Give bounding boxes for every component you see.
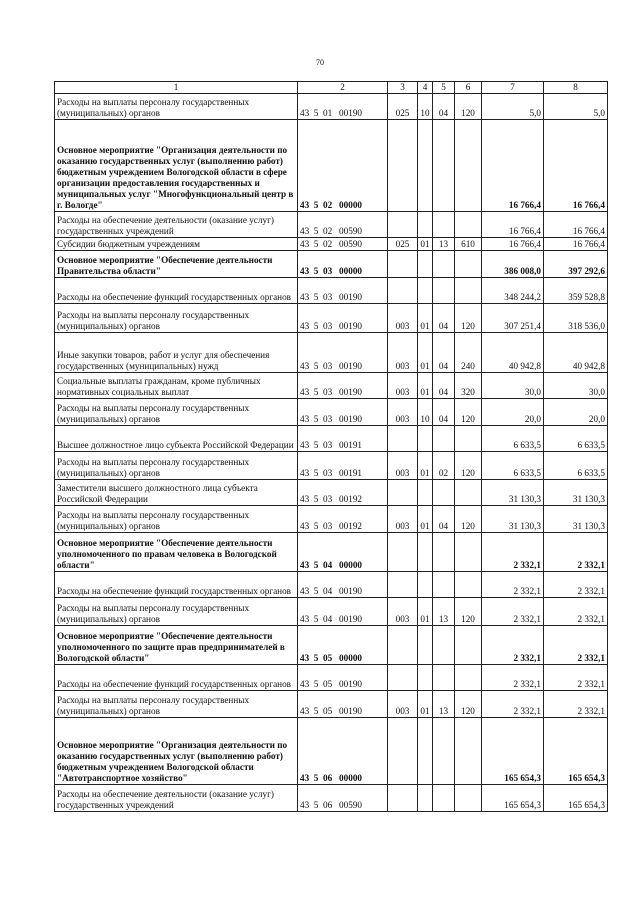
column-header: 4 bbox=[418, 82, 433, 94]
row-section: 01 bbox=[418, 373, 433, 399]
row-code: 43 5 04 00000 bbox=[298, 533, 388, 572]
row-amount-year2: 2 332,1 bbox=[544, 691, 608, 718]
row-code: 43 5 02 00590 bbox=[298, 212, 388, 238]
row-amount-year2: 2 332,1 bbox=[544, 533, 608, 572]
table-row bbox=[55, 251, 608, 278]
row-name: Расходы на выплаты персоналу государственных (муниципальных) органов bbox=[55, 399, 298, 426]
row-amount-year1: 30,0 bbox=[482, 373, 544, 399]
row-amount-year1: 386 008,0 bbox=[482, 251, 544, 278]
row-amount-year1: 31 130,3 bbox=[482, 506, 544, 533]
column-header: 6 bbox=[455, 82, 482, 94]
row-name: Субсидии бюджетным учреждениям bbox=[55, 238, 298, 251]
row-section: 10 bbox=[418, 94, 433, 120]
row-section bbox=[418, 572, 433, 598]
row-name: Расходы на выплаты персоналу государственных (муниципальных) органов bbox=[55, 598, 298, 626]
row-name: Расходы на обеспечение функций государственных органов bbox=[55, 665, 298, 691]
row-expense-type bbox=[455, 212, 482, 238]
row-amount-year1: 6 633,5 bbox=[482, 426, 544, 452]
row-code: 43 5 03 00190 bbox=[298, 399, 388, 426]
row-name: Основное мероприятие "Организация деятельности по оказанию государственных услуг (выполнению работ) бюджетным учреждением Вологодской области "Автотранспортное хозяйство" bbox=[55, 718, 298, 785]
row-ministry: 003 bbox=[388, 506, 418, 533]
row-expense-type bbox=[455, 426, 482, 452]
row-amount-year2: 6 633,5 bbox=[544, 452, 608, 480]
row-amount-year1: 307 251,4 bbox=[482, 304, 544, 333]
budget-table bbox=[54, 81, 608, 812]
row-subsection: 04 bbox=[433, 373, 455, 399]
row-code: 43 5 03 00190 bbox=[298, 278, 388, 304]
table-row bbox=[55, 304, 608, 333]
row-ministry: 003 bbox=[388, 598, 418, 626]
table-row bbox=[55, 718, 608, 785]
row-ministry bbox=[388, 120, 418, 212]
row-amount-year2: 40 942,8 bbox=[544, 333, 608, 373]
row-amount-year2: 31 130,3 bbox=[544, 480, 608, 506]
row-expense-type bbox=[455, 278, 482, 304]
row-amount-year1: 16 766,4 bbox=[482, 212, 544, 238]
row-code: 43 5 05 00190 bbox=[298, 691, 388, 718]
row-subsection bbox=[433, 533, 455, 572]
row-subsection bbox=[433, 718, 455, 785]
row-amount-year2: 30,0 bbox=[544, 373, 608, 399]
table-row bbox=[55, 506, 608, 533]
row-section: 10 bbox=[418, 399, 433, 426]
row-subsection bbox=[433, 278, 455, 304]
column-header: 1 bbox=[55, 82, 298, 94]
row-expense-type bbox=[455, 785, 482, 812]
table-row bbox=[55, 626, 608, 665]
row-amount-year1: 2 332,1 bbox=[482, 598, 544, 626]
row-amount-year1: 2 332,1 bbox=[482, 572, 544, 598]
row-name: Основное мероприятие "Организация деятельности по оказанию государственных услуг (выполнению работ) бюджетным учреждением Вологодской области в сфере организации предоставления государственных и муниципальных услуг "Многофункциональный центр в г. Вологде" bbox=[55, 120, 298, 212]
row-expense-type bbox=[455, 480, 482, 506]
row-section bbox=[418, 533, 433, 572]
row-code: 43 5 06 00000 bbox=[298, 718, 388, 785]
column-header: 7 bbox=[482, 82, 544, 94]
table-row bbox=[55, 691, 608, 718]
row-amount-year2: 6 633,5 bbox=[544, 426, 608, 452]
row-code: 43 5 01 00190 bbox=[298, 94, 388, 120]
row-amount-year2: 16 766,4 bbox=[544, 238, 608, 251]
row-section: 01 bbox=[418, 304, 433, 333]
row-ministry: 003 bbox=[388, 304, 418, 333]
row-section bbox=[418, 626, 433, 665]
row-section: 01 bbox=[418, 598, 433, 626]
row-expense-type: 120 bbox=[455, 304, 482, 333]
row-subsection: 04 bbox=[433, 333, 455, 373]
row-section: 01 bbox=[418, 333, 433, 373]
row-code: 43 5 03 00192 bbox=[298, 506, 388, 533]
row-section bbox=[418, 718, 433, 785]
row-amount-year2: 2 332,1 bbox=[544, 598, 608, 626]
row-name: Основное мероприятие "Обеспечение деятельности уполномоченного по правам человека в Вологодской области" bbox=[55, 533, 298, 572]
row-expense-type: 240 bbox=[455, 333, 482, 373]
row-subsection: 02 bbox=[433, 452, 455, 480]
row-ministry bbox=[388, 480, 418, 506]
row-name: Заместители высшего должностного лица субъекта Российской Федерации bbox=[55, 480, 298, 506]
row-ministry bbox=[388, 785, 418, 812]
row-ministry bbox=[388, 426, 418, 452]
row-ministry: 025 bbox=[388, 94, 418, 120]
row-section bbox=[418, 212, 433, 238]
row-section: 01 bbox=[418, 238, 433, 251]
row-expense-type: 120 bbox=[455, 598, 482, 626]
row-code: 43 5 05 00190 bbox=[298, 665, 388, 691]
row-amount-year2: 16 766,4 bbox=[544, 120, 608, 212]
row-section: 01 bbox=[418, 691, 433, 718]
row-code: 43 5 03 00191 bbox=[298, 452, 388, 480]
row-name: Основное мероприятие "Обеспечение деятельности Правительства области" bbox=[55, 251, 298, 278]
row-amount-year1: 2 332,1 bbox=[482, 691, 544, 718]
row-amount-year1: 31 130,3 bbox=[482, 480, 544, 506]
row-name: Расходы на обеспечение функций государственных органов bbox=[55, 572, 298, 598]
row-ministry: 003 bbox=[388, 373, 418, 399]
row-code: 43 5 05 00000 bbox=[298, 626, 388, 665]
table-row bbox=[55, 238, 608, 251]
row-amount-year2: 165 654,3 bbox=[544, 785, 608, 812]
row-expense-type bbox=[455, 120, 482, 212]
row-subsection: 04 bbox=[433, 506, 455, 533]
row-ministry: 003 bbox=[388, 399, 418, 426]
table-row bbox=[55, 426, 608, 452]
row-subsection: 04 bbox=[433, 304, 455, 333]
row-expense-type: 120 bbox=[455, 452, 482, 480]
row-name: Социальные выплаты гражданам, кроме публичных нормативных социальных выплат bbox=[55, 373, 298, 399]
table-row bbox=[55, 598, 608, 626]
row-amount-year2: 20,0 bbox=[544, 399, 608, 426]
table-row bbox=[55, 572, 608, 598]
row-amount-year1: 2 332,1 bbox=[482, 626, 544, 665]
row-name: Расходы на выплаты персоналу государственных (муниципальных) органов bbox=[55, 452, 298, 480]
row-amount-year1: 348 244,2 bbox=[482, 278, 544, 304]
row-subsection bbox=[433, 251, 455, 278]
row-name: Расходы на выплаты персоналу государственных (муниципальных) органов bbox=[55, 94, 298, 120]
row-amount-year1: 2 332,1 bbox=[482, 533, 544, 572]
row-expense-type bbox=[455, 251, 482, 278]
row-expense-type bbox=[455, 572, 482, 598]
row-subsection: 04 bbox=[433, 399, 455, 426]
row-ministry bbox=[388, 212, 418, 238]
column-header: 8 bbox=[544, 82, 608, 94]
row-name: Расходы на выплаты персоналу государственных (муниципальных) органов bbox=[55, 691, 298, 718]
row-code: 43 5 04 00190 bbox=[298, 572, 388, 598]
row-code: 43 5 03 00190 bbox=[298, 304, 388, 333]
row-code: 43 5 04 00190 bbox=[298, 598, 388, 626]
row-ministry: 003 bbox=[388, 691, 418, 718]
table-row bbox=[55, 785, 608, 812]
row-ministry bbox=[388, 665, 418, 691]
row-expense-type bbox=[455, 533, 482, 572]
table-row bbox=[55, 665, 608, 691]
row-section bbox=[418, 785, 433, 812]
table-row bbox=[55, 333, 608, 373]
row-amount-year2: 5,0 bbox=[544, 94, 608, 120]
row-ministry: 003 bbox=[388, 333, 418, 373]
row-expense-type: 120 bbox=[455, 691, 482, 718]
row-amount-year2: 397 292,6 bbox=[544, 251, 608, 278]
row-amount-year1: 6 633,5 bbox=[482, 452, 544, 480]
row-amount-year1: 20,0 bbox=[482, 399, 544, 426]
table-row bbox=[55, 399, 608, 426]
row-expense-type: 120 bbox=[455, 399, 482, 426]
row-code: 43 5 03 00192 bbox=[298, 480, 388, 506]
row-ministry bbox=[388, 278, 418, 304]
row-amount-year2: 2 332,1 bbox=[544, 572, 608, 598]
row-amount-year1: 16 766,4 bbox=[482, 238, 544, 251]
row-name: Расходы на обеспечение деятельности (оказание услуг) государственных учреждений bbox=[55, 785, 298, 812]
row-name: Расходы на обеспечение функций государственных органов bbox=[55, 278, 298, 304]
row-name: Основное мероприятие "Обеспечение деятельности уполномоченного по защите прав предпринимателей в Вологодской области" bbox=[55, 626, 298, 665]
row-amount-year2: 2 332,1 bbox=[544, 626, 608, 665]
table-row bbox=[55, 212, 608, 238]
row-amount-year2: 16 766,4 bbox=[544, 212, 608, 238]
table-row bbox=[55, 120, 608, 212]
row-section: 01 bbox=[418, 452, 433, 480]
row-code: 43 5 02 00590 bbox=[298, 238, 388, 251]
row-code: 43 5 02 00000 bbox=[298, 120, 388, 212]
column-header: 5 bbox=[433, 82, 455, 94]
row-subsection bbox=[433, 785, 455, 812]
column-header: 3 bbox=[388, 82, 418, 94]
row-section: 01 bbox=[418, 506, 433, 533]
row-code: 43 5 06 00590 bbox=[298, 785, 388, 812]
row-expense-type bbox=[455, 718, 482, 785]
column-header: 2 bbox=[298, 82, 388, 94]
table-row bbox=[55, 452, 608, 480]
row-expense-type bbox=[455, 626, 482, 665]
row-name: Высшее должностное лицо субъекта Российской Федерации bbox=[55, 426, 298, 452]
row-name: Иные закупки товаров, работ и услуг для обеспечения государственных (муниципальных) нужд bbox=[55, 333, 298, 373]
table-row bbox=[55, 94, 608, 120]
row-ministry bbox=[388, 533, 418, 572]
row-ministry: 003 bbox=[388, 452, 418, 480]
row-subsection: 13 bbox=[433, 238, 455, 251]
row-ministry bbox=[388, 718, 418, 785]
row-amount-year1: 40 942,8 bbox=[482, 333, 544, 373]
row-section bbox=[418, 665, 433, 691]
row-code: 43 5 03 00191 bbox=[298, 426, 388, 452]
row-ministry bbox=[388, 626, 418, 665]
row-amount-year2: 318 536,0 bbox=[544, 304, 608, 333]
row-code: 43 5 03 00190 bbox=[298, 333, 388, 373]
row-amount-year2: 359 528,8 bbox=[544, 278, 608, 304]
row-subsection: 13 bbox=[433, 691, 455, 718]
table-row bbox=[55, 278, 608, 304]
row-code: 43 5 03 00190 bbox=[298, 373, 388, 399]
row-expense-type bbox=[455, 665, 482, 691]
row-ministry: 025 bbox=[388, 238, 418, 251]
row-name: Расходы на выплаты персоналу государственных (муниципальных) органов bbox=[55, 304, 298, 333]
row-amount-year1: 16 766,4 bbox=[482, 120, 544, 212]
row-subsection bbox=[433, 480, 455, 506]
row-subsection bbox=[433, 665, 455, 691]
row-expense-type: 320 bbox=[455, 373, 482, 399]
row-amount-year2: 2 332,1 bbox=[544, 665, 608, 691]
row-amount-year1: 165 654,3 bbox=[482, 785, 544, 812]
row-section bbox=[418, 251, 433, 278]
table-row bbox=[55, 533, 608, 572]
table-row bbox=[55, 373, 608, 399]
row-code: 43 5 03 00000 bbox=[298, 251, 388, 278]
row-expense-type: 120 bbox=[455, 94, 482, 120]
row-subsection bbox=[433, 212, 455, 238]
row-subsection: 13 bbox=[433, 598, 455, 626]
row-subsection bbox=[433, 120, 455, 212]
row-name: Расходы на выплаты персоналу государственных (муниципальных) органов bbox=[55, 506, 298, 533]
row-section bbox=[418, 480, 433, 506]
row-ministry bbox=[388, 251, 418, 278]
row-section bbox=[418, 278, 433, 304]
row-subsection bbox=[433, 572, 455, 598]
row-amount-year2: 31 130,3 bbox=[544, 506, 608, 533]
column-number-row bbox=[55, 82, 608, 94]
page-number: 70 bbox=[316, 58, 324, 67]
row-subsection: 04 bbox=[433, 94, 455, 120]
row-name: Расходы на обеспечение деятельности (оказание услуг) государственных учреждений bbox=[55, 212, 298, 238]
row-amount-year1: 2 332,1 bbox=[482, 665, 544, 691]
row-expense-type: 610 bbox=[455, 238, 482, 251]
row-ministry bbox=[388, 572, 418, 598]
row-amount-year2: 165 654,3 bbox=[544, 718, 608, 785]
table-body bbox=[55, 94, 608, 812]
table-row bbox=[55, 480, 608, 506]
row-subsection bbox=[433, 626, 455, 665]
row-expense-type: 120 bbox=[455, 506, 482, 533]
row-amount-year1: 5,0 bbox=[482, 94, 544, 120]
row-subsection bbox=[433, 426, 455, 452]
row-section bbox=[418, 120, 433, 212]
row-section bbox=[418, 426, 433, 452]
row-amount-year1: 165 654,3 bbox=[482, 718, 544, 785]
